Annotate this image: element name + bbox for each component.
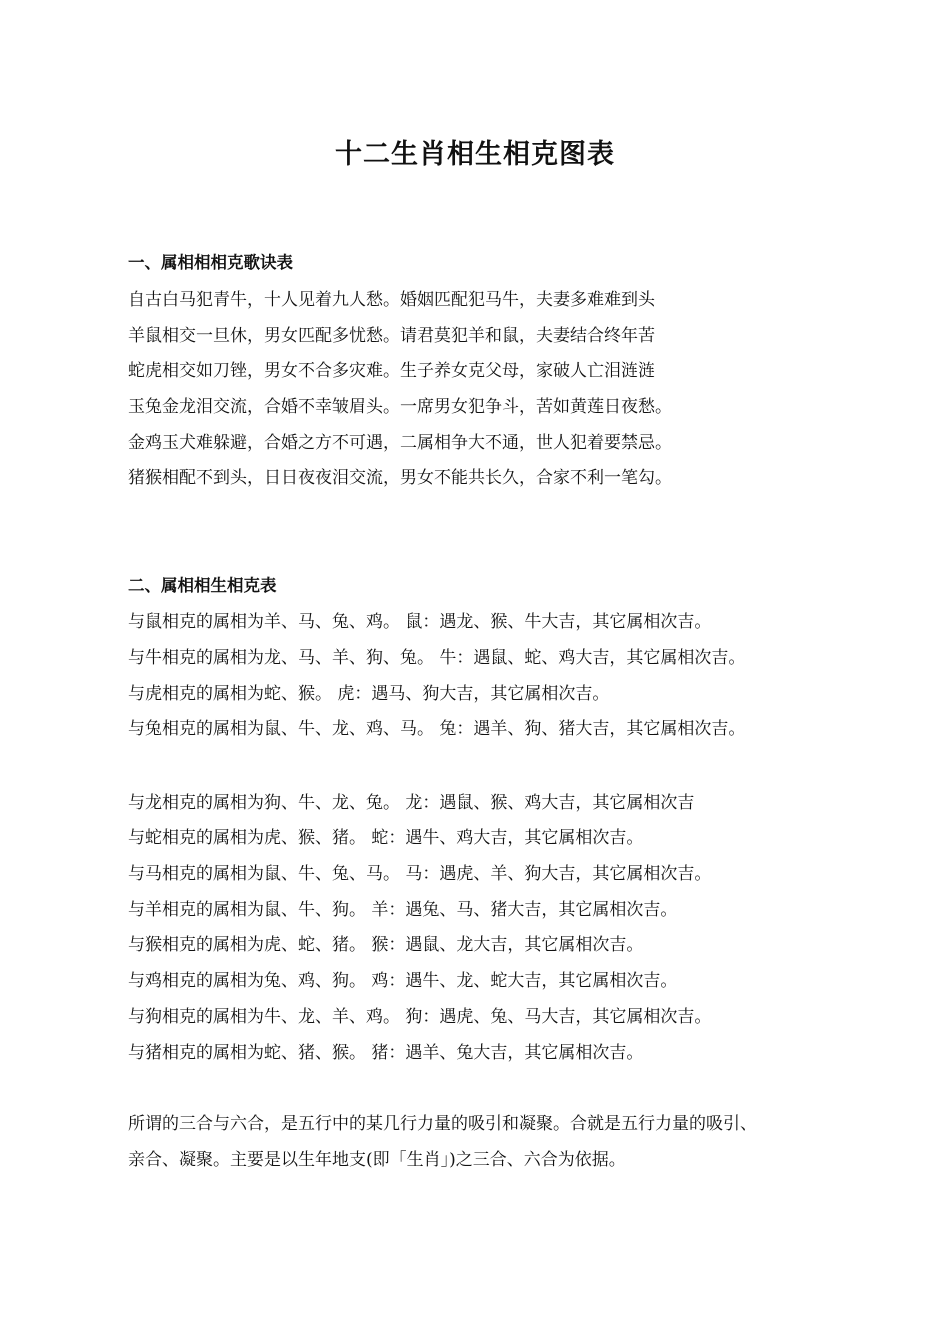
compat-line: 与虎相克的属相为蛇、猴。 虎：遇马、狗大吉，其它属相次吉。 [128, 684, 610, 704]
compat-line: 与马相克的属相为鼠、牛、兔、马。 马：遇虎、羊、狗大吉，其它属相次吉。 [128, 864, 712, 884]
compat-line: 与兔相克的属相为鼠、牛、龙、鸡、马。 兔：遇羊、狗、猪大吉，其它属相次吉。 [128, 719, 746, 739]
closing-paragraph-line: 亲合、凝聚。主要是以生年地支(即「生肖」)之三合、六合为依据。 [128, 1150, 626, 1170]
chant-line: 羊鼠相交一旦休，男女匹配多忧愁。请君莫犯羊和鼠，夫妻结合终年苦 [128, 326, 655, 346]
chant-line: 玉兔金龙泪交流，合婚不幸皱眉头。一席男女犯争斗，苦如黄莲日夜愁。 [128, 397, 672, 417]
compat-line: 与龙相克的属相为狗、牛、龙、兔。 龙：遇鼠、猴、鸡大吉，其它属相次吉 [128, 793, 695, 813]
compat-line: 与羊相克的属相为鼠、牛、狗。 羊：遇兔、马、猪大吉，其它属相次吉。 [128, 900, 678, 920]
compat-line: 与蛇相克的属相为虎、猴、猪。 蛇：遇牛、鸡大吉，其它属相次吉。 [128, 828, 644, 848]
compat-line: 与鸡相克的属相为兔、鸡、狗。 鸡：遇牛、龙、蛇大吉，其它属相次吉。 [128, 971, 678, 991]
chant-line: 自古白马犯青牛，十人见着九人愁。婚姻匹配犯马牛，夫妻多难难到头 [128, 290, 655, 310]
compat-line: 与狗相克的属相为牛、龙、羊、鸡。 狗：遇虎、兔、马大吉，其它属相次吉。 [128, 1007, 712, 1027]
compat-line: 与猴相克的属相为虎、蛇、猪。 猴：遇鼠、龙大吉，其它属相次吉。 [128, 935, 644, 955]
compat-line: 与猪相克的属相为蛇、猪、猴。 猪：遇羊、兔大吉，其它属相次吉。 [128, 1043, 644, 1063]
compat-line: 与鼠相克的属相为羊、马、兔、鸡。 鼠：遇龙、猴、牛大吉，其它属相次吉。 [128, 612, 712, 632]
chant-line: 金鸡玉犬难躲避，合婚之方不可遇，二属相争大不通，世人犯着要禁忌。 [128, 433, 672, 453]
chant-line: 猪猴相配不到头，日日夜夜泪交流，男女不能共长久，合家不利一笔勾。 [128, 468, 672, 488]
chant-line: 蛇虎相交如刀锉，男女不合多灾难。生子养女克父母，家破人亡泪涟涟 [128, 361, 655, 381]
compat-line: 与牛相克的属相为龙、马、羊、狗、兔。 牛：遇鼠、蛇、鸡大吉，其它属相次吉。 [128, 648, 746, 668]
page-title: 十二生肖相生相克图表 [335, 139, 615, 170]
section-heading-compat: 二、属相相生相克表 [128, 576, 277, 595]
closing-paragraph-line: 所谓的三合与六合，是五行中的某几行力量的吸引和凝聚。合就是五行力量的吸引、 [128, 1114, 757, 1134]
section-heading-chant: 一、属相相相克歌诀表 [128, 253, 293, 272]
